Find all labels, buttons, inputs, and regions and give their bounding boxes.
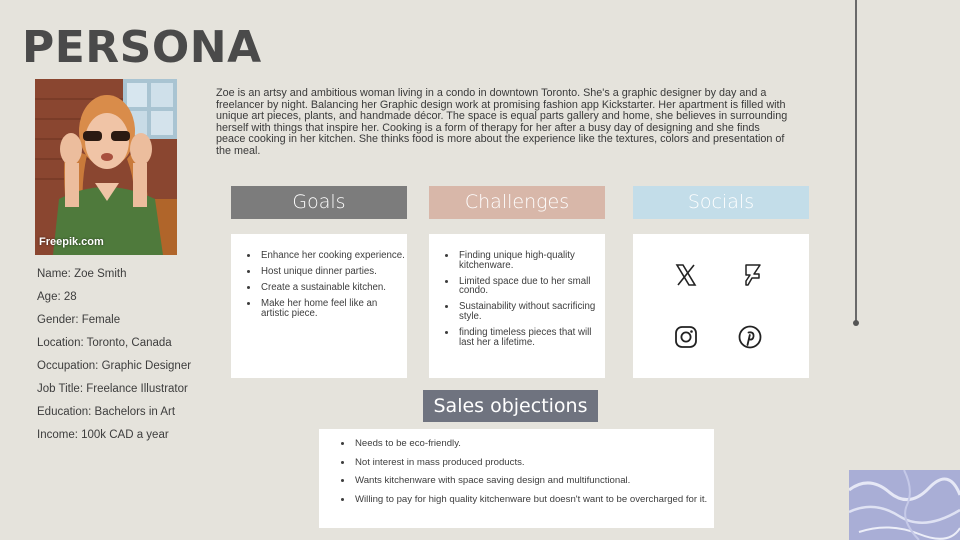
challenge-item: • finding timeless pieces that will last her a lifetime. xyxy=(457,328,605,347)
challenges-header: Challenges xyxy=(429,186,605,219)
sales-objection-item: • Not interest in mass produced products. xyxy=(353,457,714,469)
challenge-item: • Finding unique high-quality kitchenware. xyxy=(457,251,605,270)
challenge-item: • Sustainability without sacrificing style. xyxy=(457,302,605,321)
persona-photo xyxy=(35,79,177,255)
water-texture-image xyxy=(849,470,960,540)
challenges-box xyxy=(429,234,605,378)
goals-header: Goals xyxy=(231,186,407,219)
detail-gender: Gender: Female xyxy=(37,314,121,326)
goals-box xyxy=(231,234,407,378)
goal-item: • Create a sustainable kitchen. xyxy=(259,283,407,293)
decorative-line-dot xyxy=(853,320,859,326)
detail-age: Age: 28 xyxy=(37,291,77,303)
goal-item: • Make her home feel like an artistic piece. xyxy=(259,299,407,318)
x-icon[interactable] xyxy=(673,262,699,288)
persona-portrait-image xyxy=(35,79,177,255)
goal-item: • Enhance her cooking experience. xyxy=(259,251,407,261)
pinterest-icon[interactable] xyxy=(737,324,763,350)
detail-income: Income: 100k CAD a year xyxy=(37,429,169,441)
decorative-vertical-line xyxy=(855,0,857,322)
challenges-list xyxy=(429,234,605,347)
page-title: PERSONA xyxy=(22,22,262,73)
detail-location: Location: Toronto, Canada xyxy=(37,337,172,349)
sales-objection-item: • Wants kitchenware with space saving design and multifunctional. xyxy=(353,475,714,487)
goal-item: • Host unique dinner parties. xyxy=(259,267,407,277)
detail-occupation: Occupation: Graphic Designer xyxy=(37,360,192,372)
sales-objections-header: Sales objections xyxy=(423,390,598,422)
photo-credit: Freepik.com xyxy=(39,236,104,248)
sales-objection-item: • Needs to be eco-friendly. xyxy=(353,438,714,450)
detail-name: Name: Zoe Smith xyxy=(37,268,127,280)
detail-education: Education: Bachelors in Art xyxy=(37,406,176,418)
detail-job-title: Job Title: Freelance Illustrator xyxy=(37,383,188,395)
sales-objections-list xyxy=(319,429,714,505)
deviantart-icon[interactable] xyxy=(740,262,766,288)
instagram-icon[interactable] xyxy=(673,324,699,350)
goals-list xyxy=(231,234,407,318)
persona-bio: Zoe is an artsy and ambitious woman living in a condo in downtown Toronto. She's a graphic designer by day and a freelancer by night. Balancing her Graphic design work at promising fashion app Kickstarter. Her apartment is filled with unique art pieces, plants, and handmade décor. The space is equal parts gallery and home, she believes in surrounding herself with things that inspire her. Cooking is a form of therapy for her after a busy day of designing and she finds peace cooking in her kitchen. She thinks food is more about the experience like the textures, colors and presentation of the meal. xyxy=(216,87,788,157)
socials-header: Socials xyxy=(633,186,809,219)
sales-objections-box xyxy=(319,429,714,528)
sales-objection-item: • Willing to pay for high quality kitchenware but doesn't want to be overcharged for it. xyxy=(353,494,714,506)
challenge-item: • Limited space due to her small condo. xyxy=(457,277,605,296)
socials-box xyxy=(633,234,809,378)
persona-details xyxy=(37,266,191,450)
